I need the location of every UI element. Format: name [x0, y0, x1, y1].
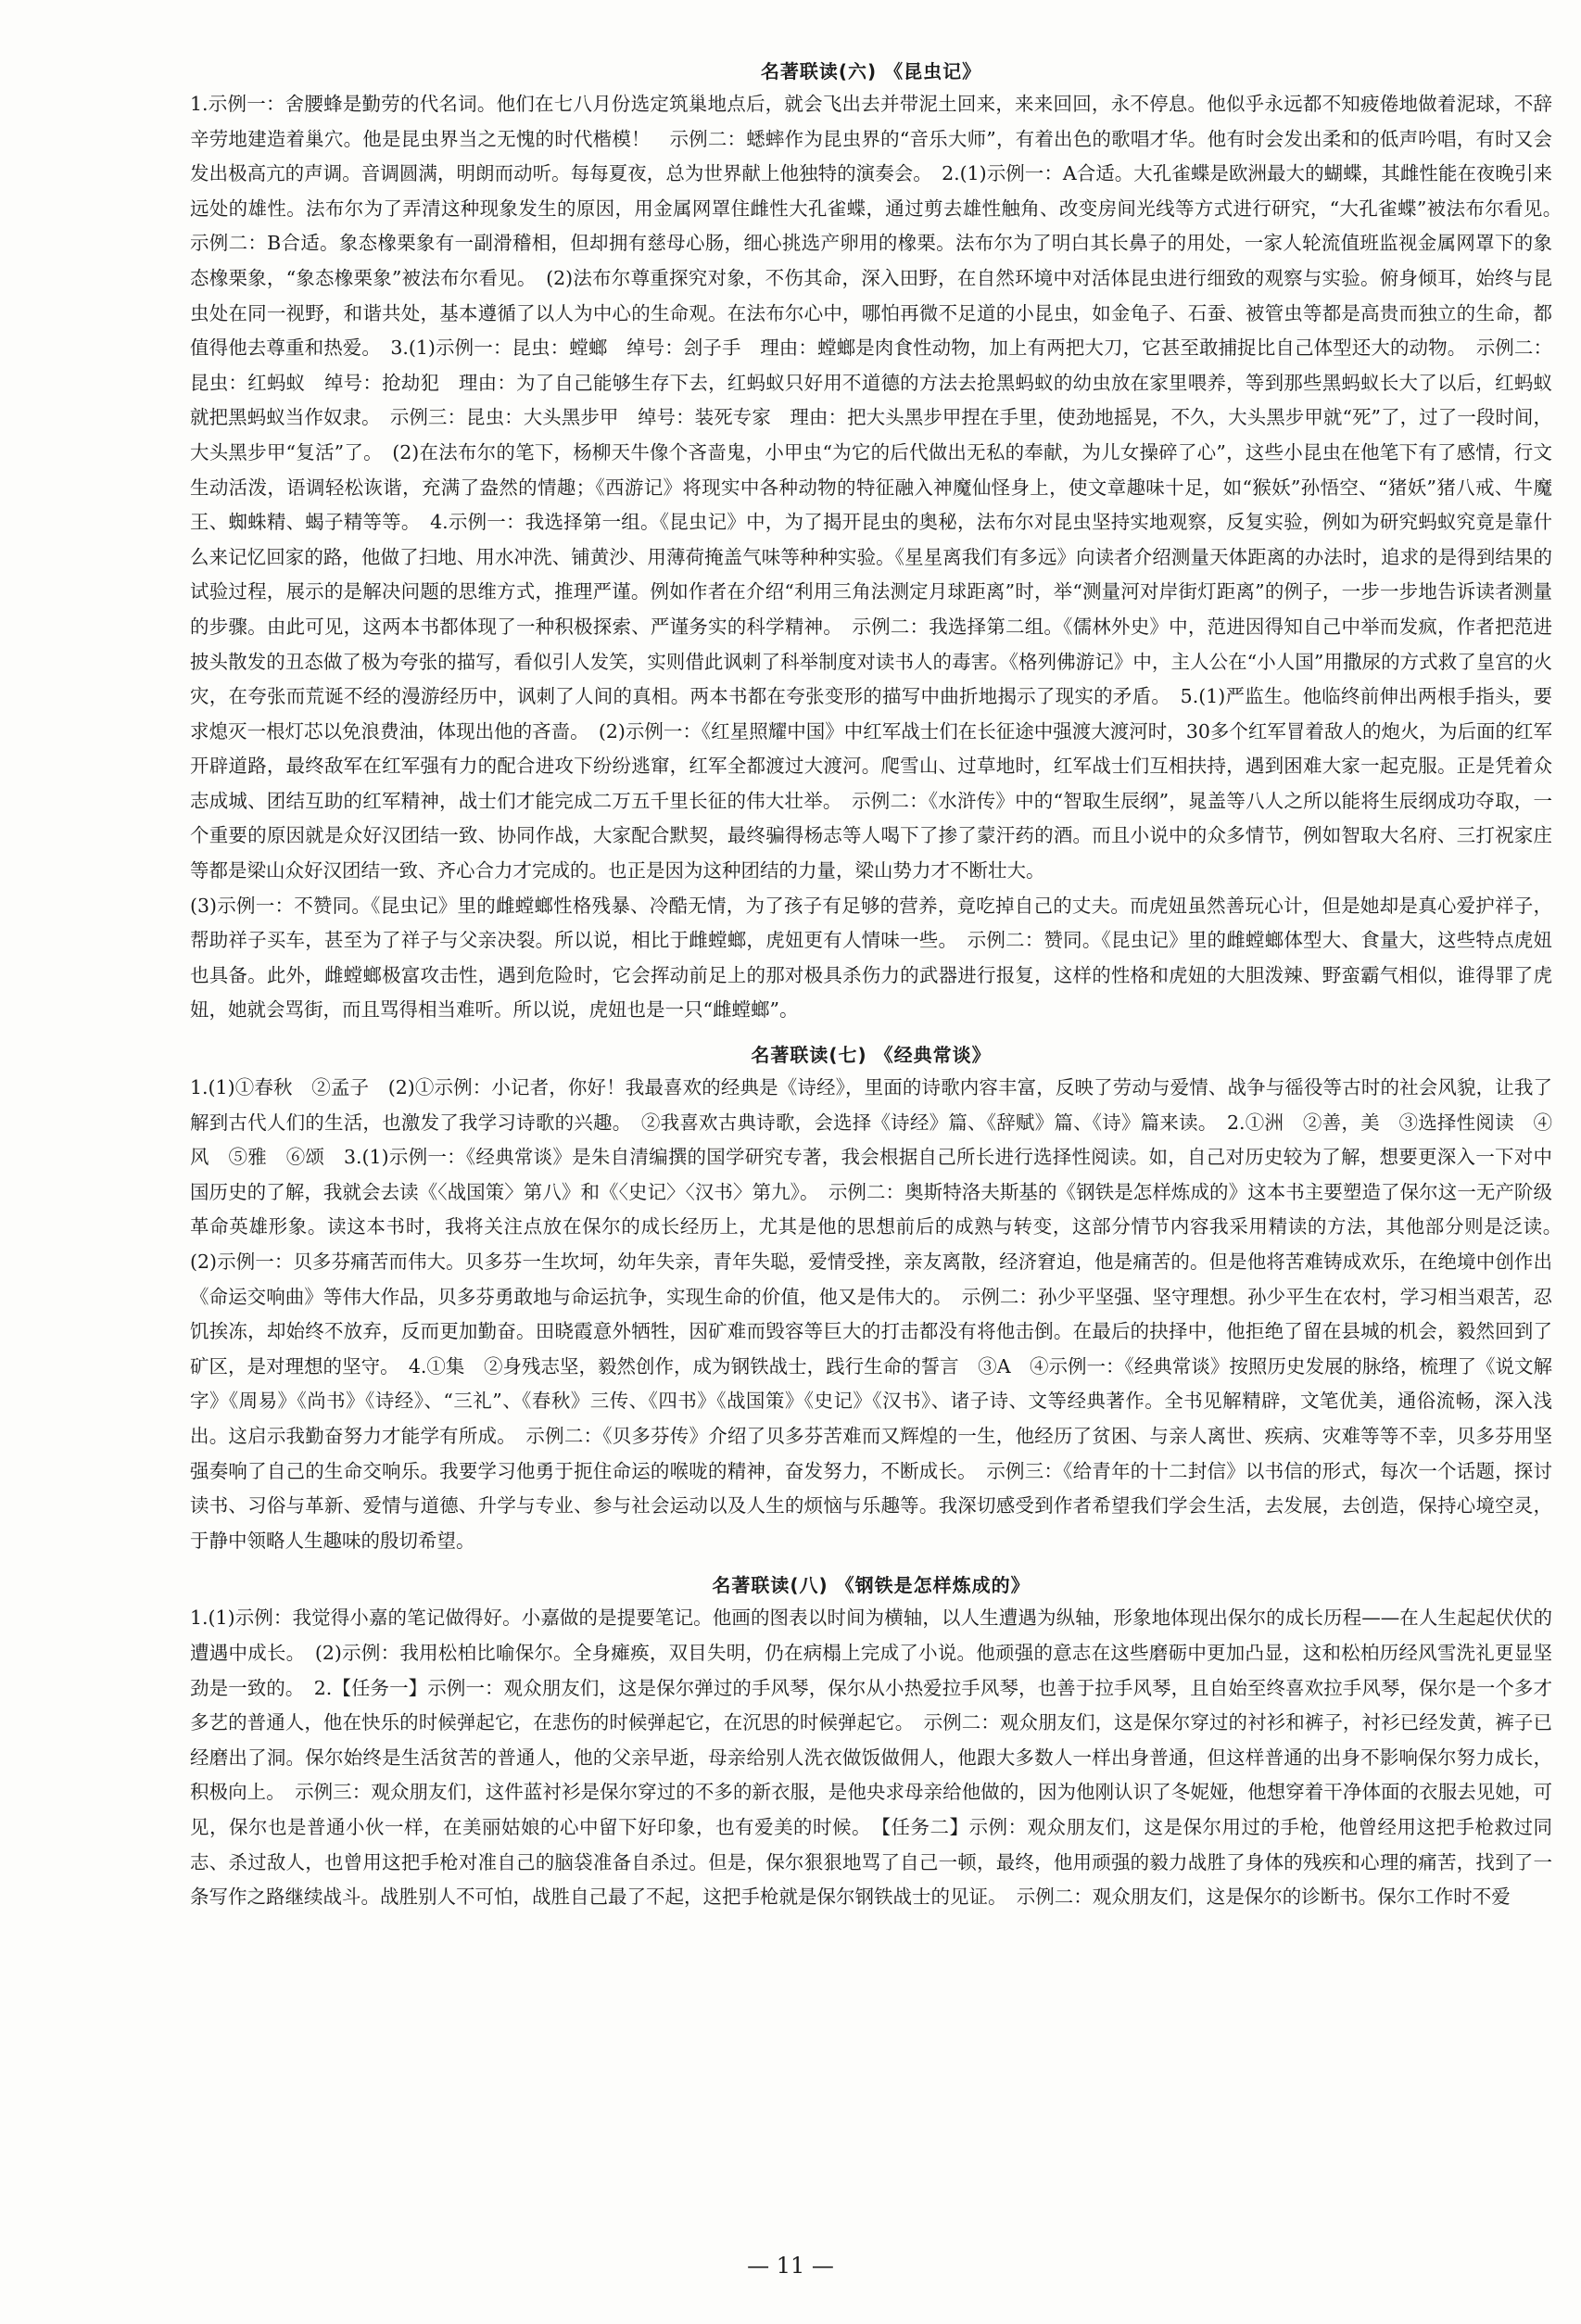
- answer-page: [190, 57, 1572, 1928]
- section-body-8: [190, 1601, 1552, 1914]
- section-title-8: 名著联读(八) 《钢铁是怎样炼成的》: [712, 1574, 1031, 1597]
- section-body-7: [190, 1071, 1572, 1558]
- paragraph: 1.(1)示例：我觉得小嘉的笔记做得好。小嘉做的是提要笔记。他画的图表以时间为横轴，以人生遭遇为纵轴，形象地体现出保尔的成长历程——在人生起起伏伏的遭遇中成长。 (2)示例：我用松柏比喻保尔。全身瘫痪，双目失明，仍在病榻上完成了小说。他顽强的意志在这些磨砺中更加凸显，这和松柏历经风雪洗礼更显坚劲是一致的。 2.【任务一】示例一：观众朋友们，这是保尔弹过的手风琴，保尔从小热爱拉手风琴，也善于拉手风琴，且自始至终喜欢拉手风琴，保尔是一个多才多艺的普通人，他在快乐的时候弹起它，在悲伤的时候弹起它，在沉思的时候弹起它。 示例二：观众朋友们，这是保尔穿过的衬衫和裤子，衬衫已经发黄，裤子已经磨出了洞。保尔始终是生活贫苦的普通人，他的父亲早逝，母亲给别人洗衣做饭做佣人，他跟大多数人一样出身普通，但这样普通的出身不影响保尔努力成长，积极向上。 示例三：观众朋友们，这件蓝衬衫是保尔穿过的不多的新衣服，是他央求母亲给他做的，因为他刚认识了冬妮娅，他想穿着干净体面的衣服去见她，可见，保尔也是普通小伙一样，在美丽姑娘的心中留下好印象，也有爱美的时候。 【任务二】示例：观众朋友们，这是保尔用过的手枪，他曾经用这把手枪救过同志、杀过敌人，也曾用这把手枪对准自己的脑袋准备自杀过。但是，保尔狠狠地骂了自己一顿，最终，他用顽强的毅力战胜了身体的残疾和心理的痛苦，找到了一条写作之路继续战斗。战胜别人不可怕，战胜自己最了不起，这把手枪就是保尔钢铁战士的见证。 示例二：观众朋友们，这是保尔的诊断书。保尔工作时不爱: [190, 1606, 1552, 1909]
- paragraph: 1.示例一：舍腰蜂是勤劳的代名词。他们在七八月份选定筑巢地点后，就会飞出去并带泥土回来，来来回回，永不停息。他似乎永远都不知疲倦地做着泥球，不辞辛劳地建造着巢穴。他是昆虫界当之无愧的时代楷模！ 示例二：蟋蟀作为昆虫界的“音乐大师”，有着出色的歌唱才华。他有时会发出柔和的低声吟唱，有时又会发出极高亢的声调。音调圆满，明朗而动听。每每夏夜，总为世界献上他独特的演奏会。 2.(1)示例一：A合适。大孔雀蝶是欧洲最大的蝴蝶，其雌性能在夜晚引来远处的雄性。法布尔为了弄清这种现象发生的原因，用金属网罩住雌性大孔雀蝶，通过剪去雄性触角、改变房间光线等方式进行研究，“大孔雀蝶”被法布尔看见。 示例二：B合适。象态橡栗象有一副滑稽相，但却拥有慈母心肠，细心挑选产卵用的橡栗。法布尔为了明白其长鼻子的用处，一家人轮流值班监视金属网罩下的象态橡栗象，“象态橡栗象”被法布尔看见。 (2)法布尔尊重探究对象，不伤其命，深入田野，在自然环境中对活体昆虫进行细致的观察与实验。俯身倾耳，始终与昆虫处在同一视野，和谐共处，基本遵循了以人为中心的生命观。在法布尔心中，哪怕再微不足道的小昆虫，如金龟子、石蚕、被管虫等都是高贵而独立的生命，都值得他去尊重和热爱。 3.(1)示例一：昆虫：螳螂 绰号：刽子手 理由：螳螂是肉食性动物，加上有两把大刀，它甚至敢捕捉比自己体型还大的动物。 示例二：昆虫：红蚂蚁 绰号：抢劫犯 理由：为了自己能够生存下去，红蚂蚁只好用不道德的方法去抢黑蚂蚁的幼虫放在家里喂养，等到那些黑蚂蚁长大了以后，红蚂蚁就把黑蚂蚁当作奴隶。 示例三：昆虫：大头黑步甲 绰号：装死专家 理由：把大头黑步甲捏在手里，使劲地摇晃，不久，大头黑步甲就“死”了，过了一段时间，大头黑步甲“复活”了。 (2)在法布尔的笔下，杨柳天牛像个吝啬鬼，小甲虫“为它的后代做出无私的奉献，为儿女操碎了心”，这些小昆虫在他笔下有了感情，行文生动活泼，语调轻松诙谐，充满了盎然的情趣；《西游记》将现实中各种动物的特征融入神魔仙怪身上，使文章趣味十足，如“猴妖”孙悟空、“猪妖”猪八戒、牛魔王、蜘蛛精、蝎子精等等。 4.示例一：我选择第一组。《昆虫记》中，为了揭开昆虫的奥秘，法布尔对昆虫坚持实地观察，反复实验，例如为研究蚂蚁究竟是靠什么来记忆回家的路，他做了扫地、用水冲洗、铺黄沙、用薄荷掩盖气味等种种实验。《星星离我们有多远》向读者介绍测量天体距离的办法时，追求的是得到结果的试验过程，展示的是解决问题的思维方式，推理严谨。例如作者在介绍“利用三角法测定月球距离”时，举“测量河对岸街灯距离”的例子，一步一步地告诉读者测量的步骤。由此可见，这两本书都体现了一种积极探索、严谨务实的科学精神。 示例二：我选择第二组。《儒林外史》中，范进因得知自己中举而发疯，作者把范进披头散发的丑态做了极为夸张的描写，看似引人发笑，实则借此讽刺了科举制度对读书人的毒害。《格列佛游记》中，主人公在“小人国”用撒尿的方式救了皇宫的火灾，在夸张而荒诞不经的漫游经历中，讽刺了人间的真相。两本书都在夸张变形的描写中曲折地揭示了现实的矛盾。 5.(1)严监生。他临终前伸出两根手指头，要求熄灭一根灯芯以免浪费油，体现出他的吝啬。 (2)示例一：《红星照耀中国》中红军战士们在长征途中强渡大渡河时，30多个红军冒着敌人的炮火，为后面的红军开辟道路，最终敌军在红军强有力的配合进攻下纷纷逃窜，红军全都渡过大渡河。爬雪山、过草地时，红军战士们互相扶持，遇到困难大家一起克服。正是凭着众志成城、团结互助的红军精神，战士们才能完成二万五千里长征的伟大壮举。 示例二：《水浒传》中的“智取生辰纲”，晁盖等八人之所以能将生辰纲成功夺取，一个重要的原因就是众好汉团结一致、协同作战，大家配合默契，最终骗得杨志等人喝下了掺了蒙汗药的酒。而且小说中的众多情节，例如智取大名府、三打祝家庄等都是梁山众好汉团结一致、齐心合力才完成的。也正是因为这种团结的力量，梁山势力才不断壮大。: [190, 93, 1572, 883]
- section-title-7: 名著联读(七) 《经典常谈》: [751, 1044, 992, 1067]
- paragraph: (3)示例一：不赞同。《昆虫记》里的雌螳螂性格残暴、冷酷无情，为了孩子有足够的营养，竟吃掉自己的丈夫。而虎妞虽然善玩心计，但是她却是真心爱护祥子，帮助祥子买车，甚至为了祥子与父亲决裂。所以说，相比于雌螳螂，虎妞更有人情味一些。 示例二：赞同。《昆虫记》里的雌螳螂体型大、食量大，这些特点虎妞也具备。此外，雌螳螂极富攻击性，遇到危险时，它会挥动前足上的那对极具杀伤力的武器进行报复，这样的性格和虎妞的大胆泼辣、野蛮霸气相似，谁得罪了虎妞，她就会骂街，而且骂得相当难听。所以说，虎妞也是一只“雌螳螂”。: [190, 894, 1552, 1022]
- section-title-6: 名著联读(六) 《昆虫记》: [760, 60, 982, 83]
- paragraph: 1.(1)①春秋 ②孟子 (2)①示例：小记者，你好！我最喜欢的经典是《诗经》，里面的诗歌内容丰富，反映了劳动与爱情、战争与徭役等古时的社会风貌，让我了解到古代人们的生活，也激发了我学习诗歌的兴趣。 ②我喜欢古典诗歌，会选择《诗经》篇、《辞赋》篇、《诗》篇来读。 2.①洲 ②善，美 ③选择性阅读 ④风 ⑤雅 ⑥颂 3.(1)示例一：《经典常谈》是朱自清编撰的国学研究专著，我会根据自己所长进行选择性阅读。如，自己对历史较为了解，想要更深入一下对中国历史的了解，我就会去读《〈战国策〉第八》和《〈史记〉〈汉书〉第九》。 示例二：奥斯特洛夫斯基的《钢铁是怎样炼成的》这本书主要塑造了保尔这一无产阶级革命英雄形象。读这本书时，我将关注点放在保尔的成长经历上，尤其是他的思想前后的成熟与转变，这部分情节内容我采用精读的方法，其他部分则是泛读。 (2)示例一：贝多芬痛苦而伟大。贝多芬一生坎坷，幼年失亲，青年失聪，爱情受挫，亲友离散，经济窘迫，他是痛苦的。但是他将苦难铸成欢乐，在绝境中创作出《命运交响曲》等伟大作品，贝多芬勇敢地与命运抗争，实现生命的价值，他又是伟大的。 示例二：孙少平坚强、坚守理想。孙少平生在农村，学习相当艰苦，忍饥挨冻，却始终不放弃，反而更加勤奋。田晓霞意外牺牲，因矿难而毁容等巨大的打击都没有将他击倒。在最后的抉择中，他拒绝了留在县城的机会，毅然回到了矿区，是对理想的坚守。 4.①集 ②身残志坚，毅然创作，成为钢铁战士，践行生命的誓言 ③A ④示例一：《经典常谈》按照历史发展的脉络，梳理了《说文解字》《周易》《尚书》《诗经》、“三礼”、《春秋》三传、《四书》《战国策》《史记》《汉书》、诸子诗、文等经典著作。全书见解精辟，文笔优美，通俗流畅，深入浅出。这启示我勤奋努力才能学有所成。 示例二：《贝多芬传》介绍了贝多芬苦难而又辉煌的一生，他经历了贫困、与亲人离世、疾病、灾难等等不幸，贝多芬用坚强奏响了自己的生命交响乐。我要学习他勇于扼住命运的喉咙的精神，奋发努力，不断成长。 示例三：《给青年的十二封信》以书信的形式，每次一个话题，探讨读书、习俗与革新、爱情与道德、升学与专业、参与社会运动以及人生的烦恼与乐趣等。我深切感受到作者希望我们学会生活，去发展，去创造，保持心境空灵，于静中领略人生趣味的殷切希望。: [190, 1076, 1572, 1552]
- page-number: — 11 —: [747, 2253, 834, 2279]
- section-body-6: [190, 87, 1572, 1028]
